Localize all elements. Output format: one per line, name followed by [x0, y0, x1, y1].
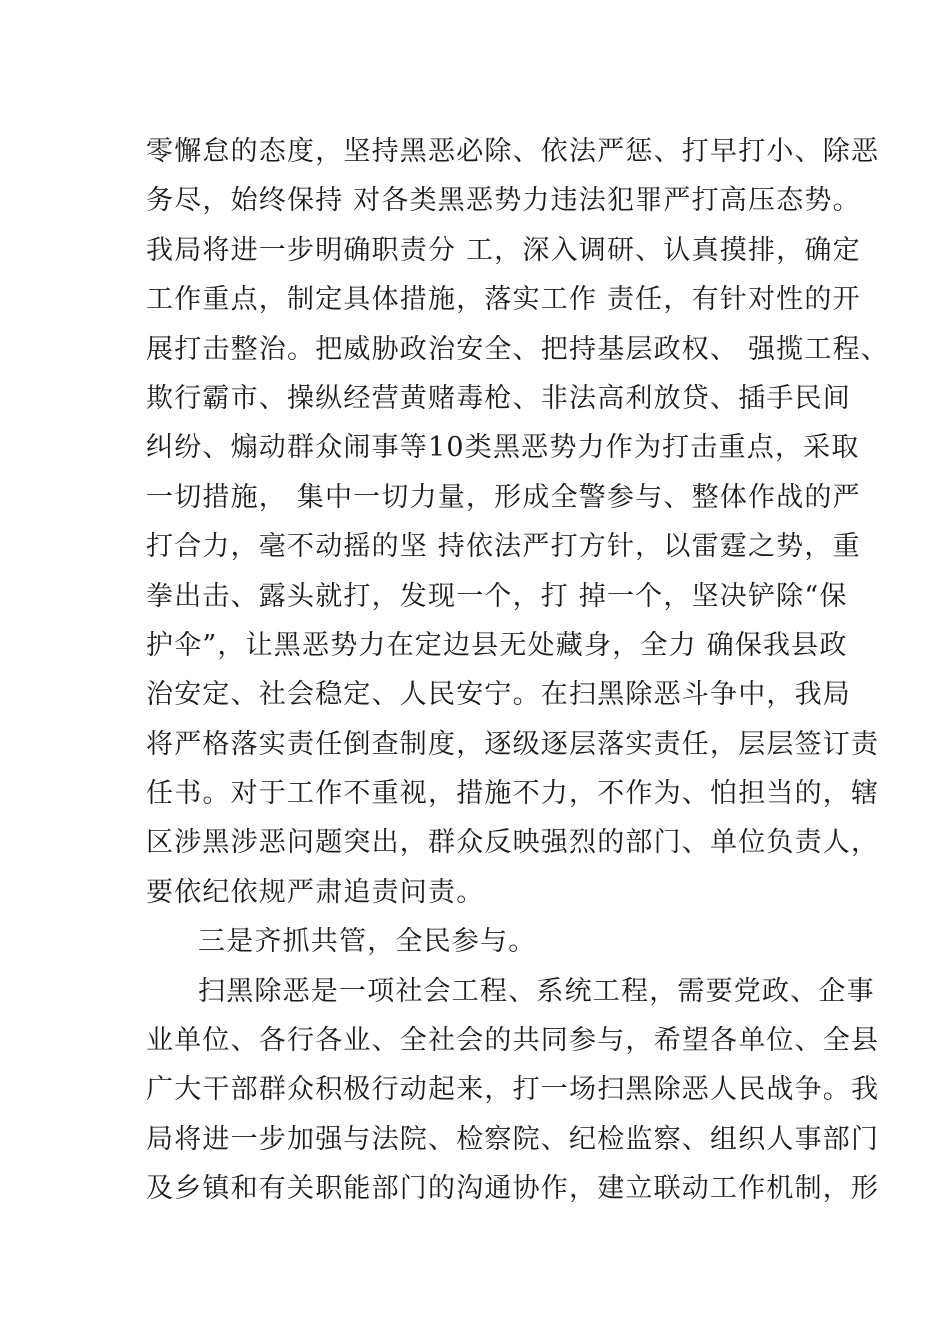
text-line: 零懈怠的态度，坚持黑恶必除、依法严惩、打早打小、除恶 — [146, 136, 880, 167]
text-line: 区涉黑涉恶问题突出，群众反映强烈的部门、单位负责人， — [146, 827, 880, 859]
section-heading: 三是齐抓共管，全民参与。 — [198, 926, 537, 958]
text-line: 广大干部群众积极行动起来，打一场扫黑除恶人民战争。我 — [146, 1074, 880, 1106]
body-text — [146, 127, 889, 1214]
text-line: 纠纷、煽动群众闹事等10类黑恶势力作为打击重点，采取 — [146, 432, 860, 464]
text-line: 工作重点，制定具体措施，落实工作 责任，有针对性的开 — [146, 284, 861, 316]
text-line: 局将进一步加强与法院、检察院、纪检监察、组织人事部门 — [146, 1123, 880, 1155]
text-line: 欺行霸市、操纵经营黄赌毒枪、非法高利放贷、插手民间 — [146, 382, 851, 414]
text-line: 将严格落实责任倒查制度，逐级逐层落实责任，层层签订责 — [146, 728, 880, 760]
text-line: 任书。对于工作不重视，措施不力，不作为、怕担当的，辖 — [146, 778, 880, 810]
text-line: 业单位、各行各业、全社会的共同参与，希望各单位、全县 — [146, 1025, 880, 1057]
text-line: 务尽，始终保持 对各类黑恶势力违法犯罪严打高压态势。 — [146, 185, 861, 217]
text-line: 及乡镇和有关职能部门的沟通协作，建立联动工作机制，形 — [146, 1173, 880, 1205]
text-line: 我局将进一步明确职责分 工，深入调研、认真摸排，确定 — [146, 234, 861, 266]
text-line: 要依纪依规严肃追责问责。 — [146, 876, 485, 908]
text-line: 护伞”，让黑恶势力在定边县无处藏身，全力 确保我县政 — [146, 629, 848, 661]
text-line: 一切措施， 集中一切力量，形成全警参与、整体作战的严 — [146, 481, 861, 513]
text-line: 扫黑除恶是一项社会工程、系统工程，需要党政、企事 — [198, 975, 875, 1007]
text-line: 展打击整治。把威胁政治安全、把持基层政权、 强揽工程、 — [146, 333, 889, 365]
text-line: 打合力，毫不动摇的坚 持依法严打方针，以雷霆之势，重 — [146, 531, 861, 563]
text-line: 治安定、社会稳定、人民安宁。在扫黑除恶斗争中，我局 — [146, 679, 851, 711]
text-line: 拳出击、露头就打，发现一个，打 掉一个，坚决铲除“保 — [146, 580, 848, 612]
